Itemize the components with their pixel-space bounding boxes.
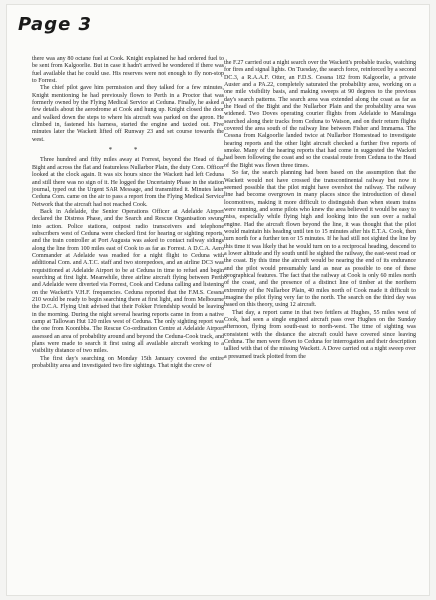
right-paragraph-2: So far, the search planning had been based on the assumption that the Wackett would not have crossed the transcontinental railway but now it seemed possible that the pilot might have overshot the railway. The railway line had become overgrown in many places since the introduction of diesel locomotives, making it more difficult to distinguish than when steam trains were running, and some pilots who knew the area believed it would be easy to miss, especially while flying high and looking into the sun over a radial engine. Had the aircraft flown beyond the line, it was thought that the pilot would maintain his heading until ten to 15 minutes after his E.T.A. Cook, then turn north for a further ten or 15 minutes. If he had still not sighted the line by this time it was likely that he would turn on to a reciprocal heading, descend to a lower altitude and fly south until he sighted the railway, the east-west road or the coast. By this time the aircraft would be nearing the end of its endurance and the pilot would presumably land as near as possible to one of these geographical features. The fact that the railway at Cook is only 60 miles north of the coast, and the presence of a distinct line of timber at the northern extremity of the Nullarbor Plain, 40 miles north of Cook made it difficult to imagine the pilot flying very far to the north. The search on the third day was based on this theory, using 12 aircraft. xyxy=(224,170,416,309)
document-page xyxy=(6,4,430,596)
right-paragraph-1: the F.27 carried out a night search over the Wackett's probable tracks, watching for fires and signal lights. On Tuesday, the search force, reinforced by a second DC.3, a R.A.A.F. Otter, an F.D.S. Cessna 182 from Kalgoorlie, a private Auster and a PA.22, completely saturated the probability area, working on a one mile visibility basis, and making sweeps at 90 degrees to the previous day's search patterns. The search area was extended along the coast as far as the Head of the Bight and the Nullarbor Plain and the probability area was widened. Two Doves operating courier flights from Adelaide to Maralinga searched along their tracks from Ceduna to Watson, and on their return flights covered the area south of the railway line between Fisher and Immarna. The Cessna from Kalgoorlie landed twice at Nullarbor Homestead to investigate hearing reports and the other light aircraft checked a further five reports of smoke. Many of the hearing reports that had come in suggested the Wackett had been following the coast and so the coastal route from Ceduna to the Head of the Bight was flown three times. xyxy=(224,60,416,169)
right-column xyxy=(224,60,416,361)
left-paragraph-5: The first day's searching on Monday 15th January covered the entire probability area and investigated two fire sightings. That night the crew of xyxy=(32,355,224,370)
right-paragraph-3: That day, a report came in that two fettlers at Hughes, 55 miles west of Cook, had seen a single engined aircraft pass over Hughes on the Sunday afternoon, flying from south-east to north-west. The time of sighting was consistent with the distance the aircraft could have covered since leaving Ceduna. The men were flown to Ceduna for interrogation and their description tallied with that of the missing Wackett. A Dove carried out a night sweep over a presumed track plotted from the xyxy=(224,309,416,360)
handwritten-page-label: Page 3 xyxy=(18,14,93,35)
left-paragraph-3: Three hundred and fifty miles away at Forrest, beyond the Head of the Bight and across the flat and featureless Nullarbor Plain, the duty Com. Officer looked at the clock again. It was six hours since the Wackett had left Ceduna and still there was no sign of it. He logged the Uncertainty Phase in the station journal, typed out the Urgent SAR Message, and transmitted it. Minutes later Ceduna Com. came on the air to pass a report from the Flying Medical Service Network that the aircraft had not reached Cook. xyxy=(32,157,224,208)
left-column xyxy=(32,56,224,370)
left-paragraph-1: there was any 80 octane fuel at Cook. Knight explained he had ordered fuel to be sent from Kalgoorlie. But in case it hadn't arrived he wondered if there was fuel available that he could use. His reserves were not enough to fly non-stop to Forrest. xyxy=(32,56,224,85)
left-paragraph-4: Back in Adelaide, the Senior Operations Officer at Adelaide Airport declared the Distress Phase, and the Search and Rescue Organisation swung into action. Police stations, outpost radio transceivers and telephone subscribers west of Ceduna were checked first for hearing or sighting reports, and the train controller at Port Augusta was asked to contact railway sidings along the line from 100 miles east of Cook to as far as Forrest. A D.C.A. Aero Commander at Adelaide was readied for a night flight to Ceduna with additional Com. and A.T.C. staff and two storepedoes, and an airline DC3 was requisitioned at Adelaide Airport to be at Ceduna in time to refuel and begin searching at first light. Meanwhile, three airline aircraft flying between Perth and Adelaide were diverted via Forrest, Cook and Ceduna calling and listening on the Wackett's V.H.F. frequencies. Ceduna reported that the F.M.S. Cessna 210 would be ready to begin searching there at first light, and from Melbourne the D.C.A. Flying Unit advised that their Fokker Friendship would be leaving in the morning. During the night several hearing reports came in from a native camp at Tallowan Hut 120 miles west of Ceduna. The only sighting report was the one from Koonibba. The Rescue Co-ordination Centre at Adelaide Airport assessed an area of probability around and beyond the Ceduna-Cook track, and plans were made to search it first using all available aircraft working to a visibility distance of two miles. xyxy=(32,208,224,355)
left-paragraph-2: The chief pilot gave him permission and they talked for a few minutes, Knight mentioning he had previously flown to Perth in a Proctor that was formerly owned by the Flying Medical Service at Ceduna. Finally, he asked a few details about the aerodrome at Cook and hung up. Knight closed the door and walked down the steps to where his aircraft was parked on the apron. He climbed in, fastened his harness, started the engine and taxied out. Five minutes later the Wackett lifted off Runway 23 and set course towards the west. xyxy=(32,85,224,143)
section-separator-stars: * * xyxy=(108,146,148,155)
